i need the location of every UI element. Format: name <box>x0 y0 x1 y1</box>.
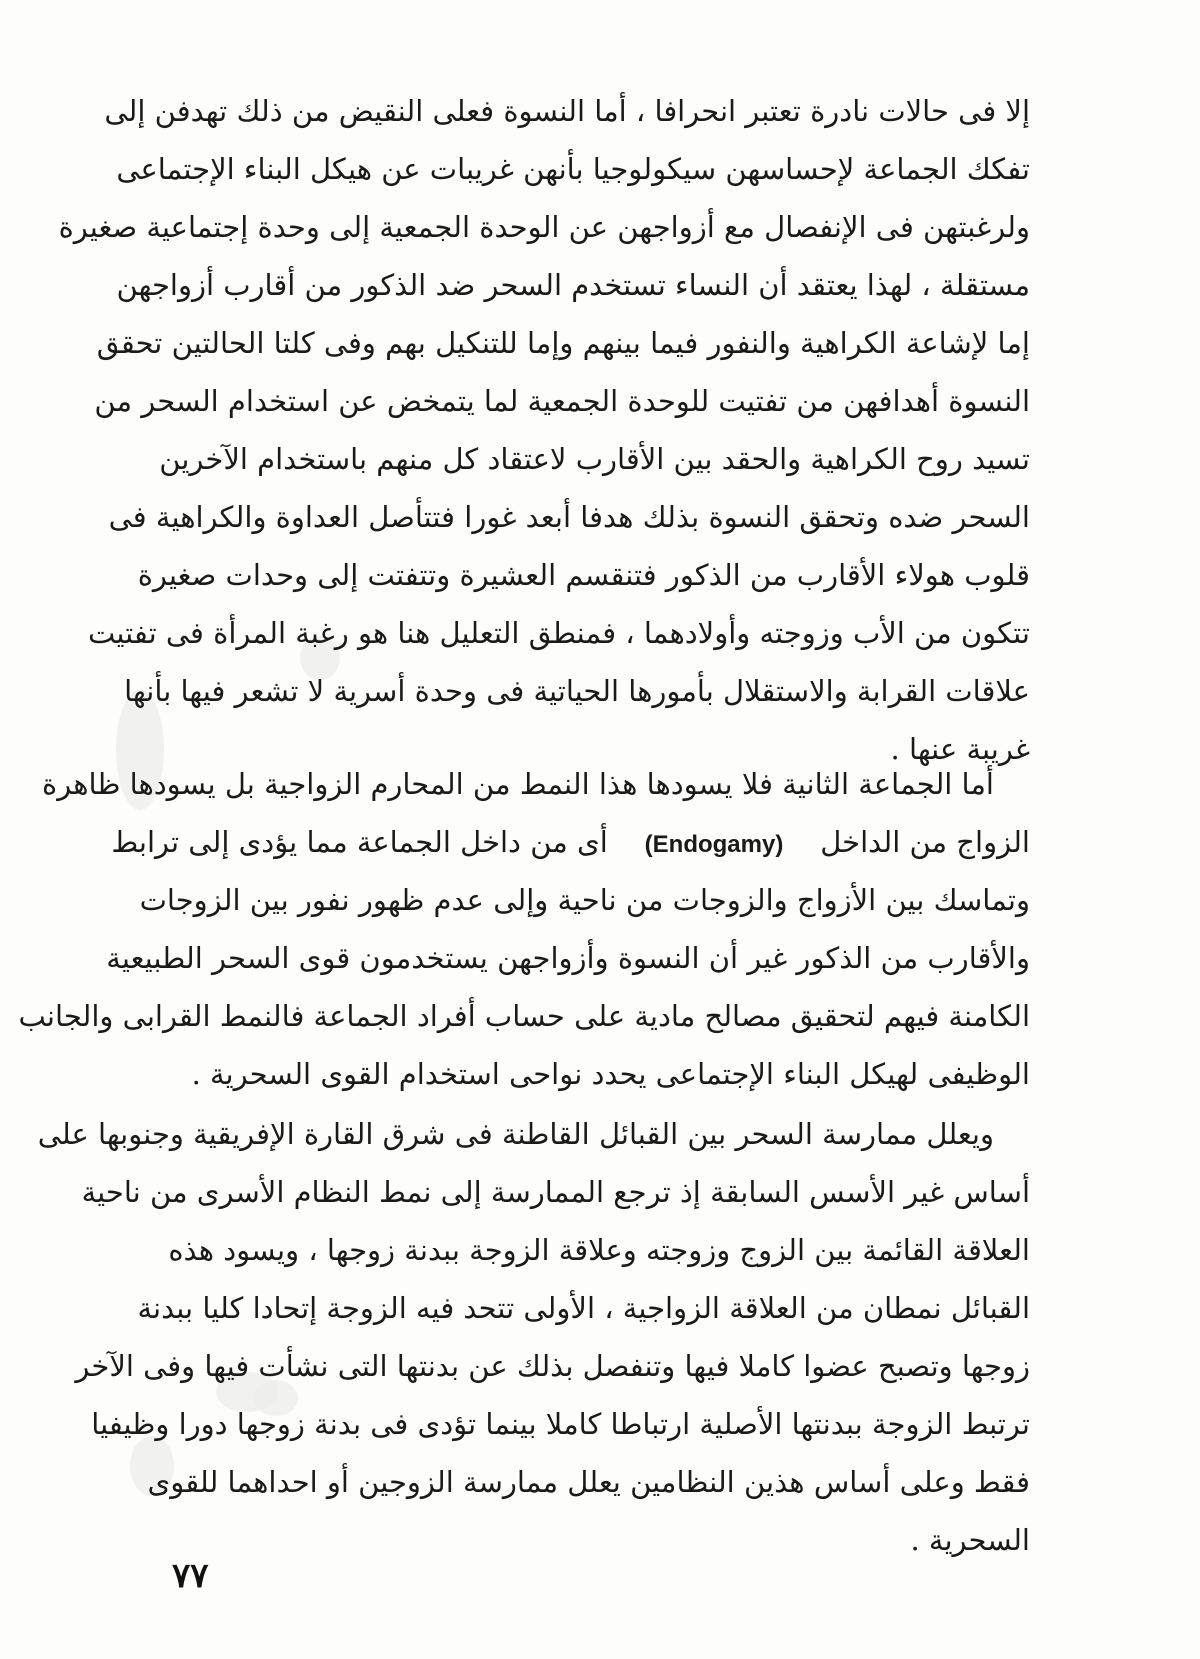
text-line: قلوب هولاء الأقارب من الذكور فتنقسم العشيرة وتتفتت إلى وحدات صغيرة <box>137 558 1030 592</box>
text-line: زوجها وتصبح عضوا كاملا فيها وتنفصل بذلك عن بدنتها التى نشأت فيها وفى الآخر <box>75 1349 1030 1383</box>
text-line: النسوة أهدافهن من تفتيت للوحدة الجمعية لما يتمخض عن استخدام السحر من <box>94 384 1030 418</box>
text-line: الكامنة فيهم لتحقيق مصالح مادية على حساب أفراد الجماعة فالنمط القرابى والجانب <box>18 999 1030 1033</box>
text-line: إلا فى حالات نادرة تعتبر انحرافا ، أما النسوة فعلى النقيض من ذلك تهدفن إلى <box>104 94 1030 128</box>
text-line: تفكك الجماعة لإحساسهن سيكولوجيا بأنهن غريبات عن هيكل البناء الإجتماعى <box>116 152 1030 186</box>
text-line: ويعلل ممارسة السحر بين القبائل القاطنة فى شرق القارة الإفريقية وجنوبها على <box>37 1117 994 1151</box>
text-line: تسيد روح الكراهية والحقد بين الأقارب لاعتقاد كل منهم باستخدام الآخرين <box>159 442 1030 476</box>
text-line: الوظيفى لهيكل البناء الإجتماعى يحدد نواحى استخدام القوى السحرية . <box>191 1057 1030 1091</box>
page-number: ٧٧ <box>172 1556 209 1596</box>
text-line: والأقارب من الذكور غير أن النسوة وأزواجهن يستخدمون قوى السحر الطبيعية <box>106 941 1030 975</box>
text-line: علاقات القرابة والاستقلال بأمورها الحياتية فى وحدة أسرية لا تشعر فيها بأنها <box>124 674 1030 708</box>
text-line: أساس غير الأسس السابقة إذ ترجع الممارسة إلى نمط النظام الأسرى من ناحية <box>81 1175 1030 1209</box>
text-segment: أى من داخل الجماعة مما يؤدى إلى ترابط <box>111 825 608 859</box>
text-line: أما الجماعة الثانية فلا يسودها هذا النمط من المحارم الزواجية بل يسودها ظاهرة <box>42 767 994 801</box>
text-line: وتماسك بين الأزواج والزوجات من ناحية وإلى عدم ظهور نفور بين الزوجات <box>139 883 1030 917</box>
paragraph-2 <box>18 755 1030 1103</box>
text-line: السحر ضده وتحقق النسوة بذلك هدفا أبعد غورا فتتأصل العداوة والكراهية فى <box>108 500 1030 534</box>
text-line: ولرغبتهن فى الإنفصال مع أزواجهن عن الوحدة الجمعية إلى وحدة إجتماعية صغيرة <box>58 210 1030 244</box>
text-line: العلاقة القائمة بين الزوج وزوجته وعلاقة الزوجة ببدنة زوجها ، ويسود هذه <box>168 1233 1030 1267</box>
latin-term: (Endogamy) <box>644 831 784 858</box>
text-line: تتكون من الأب وزوجته وأولادهما ، فمنطق التعليل هنا هو رغبة المرأة فى تفتيت <box>87 616 1030 650</box>
text-line: القبائل نمطان من العلاقة الزواجية ، الأولى تتحد فيه الزوجة إتحادا كليا ببدنة <box>137 1291 1030 1325</box>
text-line: السحرية . <box>910 1523 1030 1557</box>
text-line: إما لإشاعة الكراهية والنفور فيما بينهم وإما للتنكيل بهم وفى كلتا الحالتين تحقق <box>96 326 1030 360</box>
text-line: مستقلة ، لهذا يعتقد أن النساء تستخدم السحر ضد الذكور من أقارب أزواجهن <box>116 268 1030 302</box>
text-segment: الزواج من الداخل <box>820 825 1030 859</box>
paragraph-3 <box>37 1105 1030 1569</box>
text-line-with-term <box>111 813 1030 871</box>
paragraph-1 <box>58 82 1030 778</box>
text-line: ترتبط الزوجة ببدنتها الأصلية ارتباطا كاملا بينما تؤدى فى بدنة زوجها دورا وظيفيا <box>91 1407 1030 1441</box>
text-line: غريبة عنها . <box>890 732 1030 766</box>
text-line: فقط وعلى أساس هذين النظامين يعلل ممارسة الزوجين أو احداهما للقوى <box>147 1465 1030 1499</box>
